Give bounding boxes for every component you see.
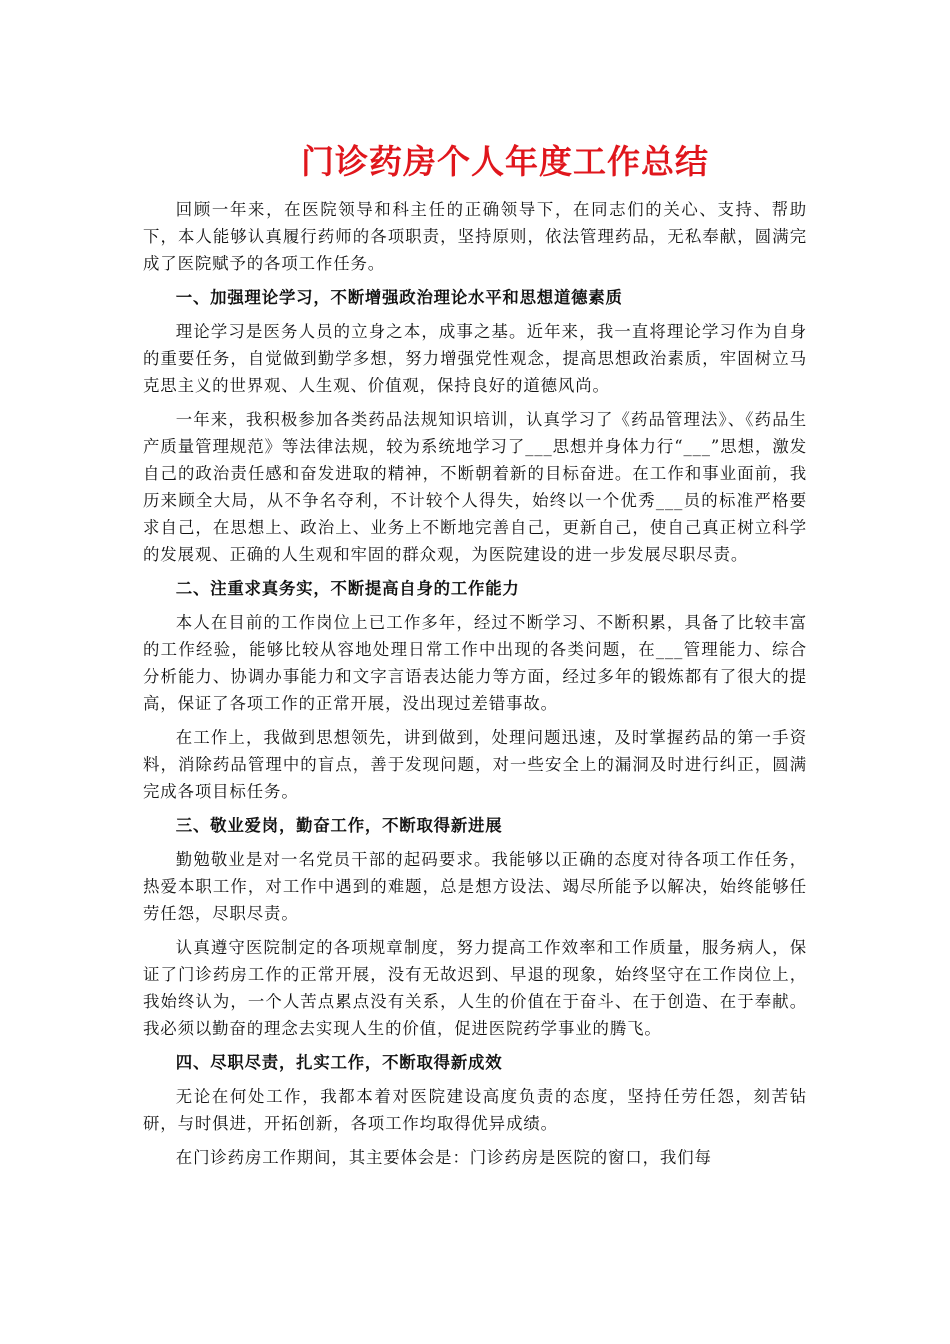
document-body	[143, 140, 807, 1178]
paragraph: 理论学习是医务人员的立身之本，成事之基。近年来，我一直将理论学习作为自身的重要任务，自觉做到勤学多想，努力增强党性观念，提高思想政治素质，牢固树立马克思主义的世界观、人生观、价值观，保持良好的道德风尚。	[143, 322, 807, 395]
section-heading-1: 一、加强理论学习，不断增强政治理论水平和思想道德素质	[175, 288, 623, 307]
document-title: 门诊药房个人年度工作总结	[301, 142, 709, 181]
section-heading-2: 二、注重求真务实，不断提高自身的工作能力	[175, 579, 520, 598]
paragraph: 认真遵守医院制定的各项规章制度，努力提高工作效率和工作质量，服务病人，保证了门诊药房工作的正常开展，没有无故迟到、早退的现象，始终坚守在工作岗位上，我始终认为，一个人苦点累点没有关系，人生的价值在于奋斗、在于创造、在于奉献。我必须以勤奋的理念去实现人生的价值，促进医院药学事业的腾飞。	[143, 938, 807, 1038]
paragraph: 无论在何处工作，我都本着对医院建设高度负责的态度，坚持任劳任怨，刻苦钻研，与时俱进，开拓创新，各项工作均取得优异成绩。	[143, 1087, 807, 1133]
paragraph: 一年来，我积极参加各类药品法规知识培训，认真学习了《药品管理法》、《药品生产质量管理规范》等法律法规，较为系统地学习了___思想并身体力行“___”思想，激发自己的政治责任感和奋发进取的精神，不断朝着新的目标奋进。在工作和事业面前，我历来顾全大局，从不争名夺利，不计较个人得失，始终以一个优秀___员的标准严格要求自己，在思想上、政治上、业务上不断地完善自己，更新自己，使自己真正树立科学的发展观、正确的人生观和牢固的群众观，为医院建设的进一步发展尽职尽责。	[143, 410, 807, 564]
paragraph: 本人在目前的工作岗位上已工作多年，经过不断学习、不断积累，具备了比较丰富的工作经验，能够比较从容地处理日常工作中出现的各类问题，在___管理能力、综合分析能力、协调办事能力和文字言语表达能力等方面，经过多年的锻炼都有了很大的提高，保证了各项工作的正常开展，没出现过差错事故。	[143, 613, 807, 713]
paragraph: 在工作上，我做到思想领先，讲到做到，处理问题迅速，及时掌握药品的第一手资料，消除药品管理中的盲点，善于发现问题，对一些安全上的漏洞及时进行纠正，圆满完成各项目标任务。	[143, 728, 807, 801]
section-heading-3: 三、敬业爱岗，勤奋工作，不断取得新进展	[175, 816, 503, 835]
section-heading-4: 四、尽职尽责，扎实工作，不断取得新成效	[175, 1053, 503, 1072]
paragraph-truncated: 在门诊药房工作期间，其主要体会是：门诊药房是医院的窗口，我们每	[175, 1148, 712, 1167]
paragraph-intro: 回顾一年来，在医院领导和科主任的正确领导下，在同志们的关心、支持、帮助下，本人能够认真履行药师的各项职责，坚持原则，依法管理药品，无私奉献，圆满完成了医院赋予的各项工作任务。	[143, 200, 807, 273]
paragraph: 勤勉敬业是对一名党员干部的起码要求。我能够以正确的态度对待各项工作任务，热爱本职工作，对工作中遇到的难题，总是想方设法、竭尽所能予以解决，始终能够任劳任怨，尽职尽责。	[143, 850, 807, 923]
